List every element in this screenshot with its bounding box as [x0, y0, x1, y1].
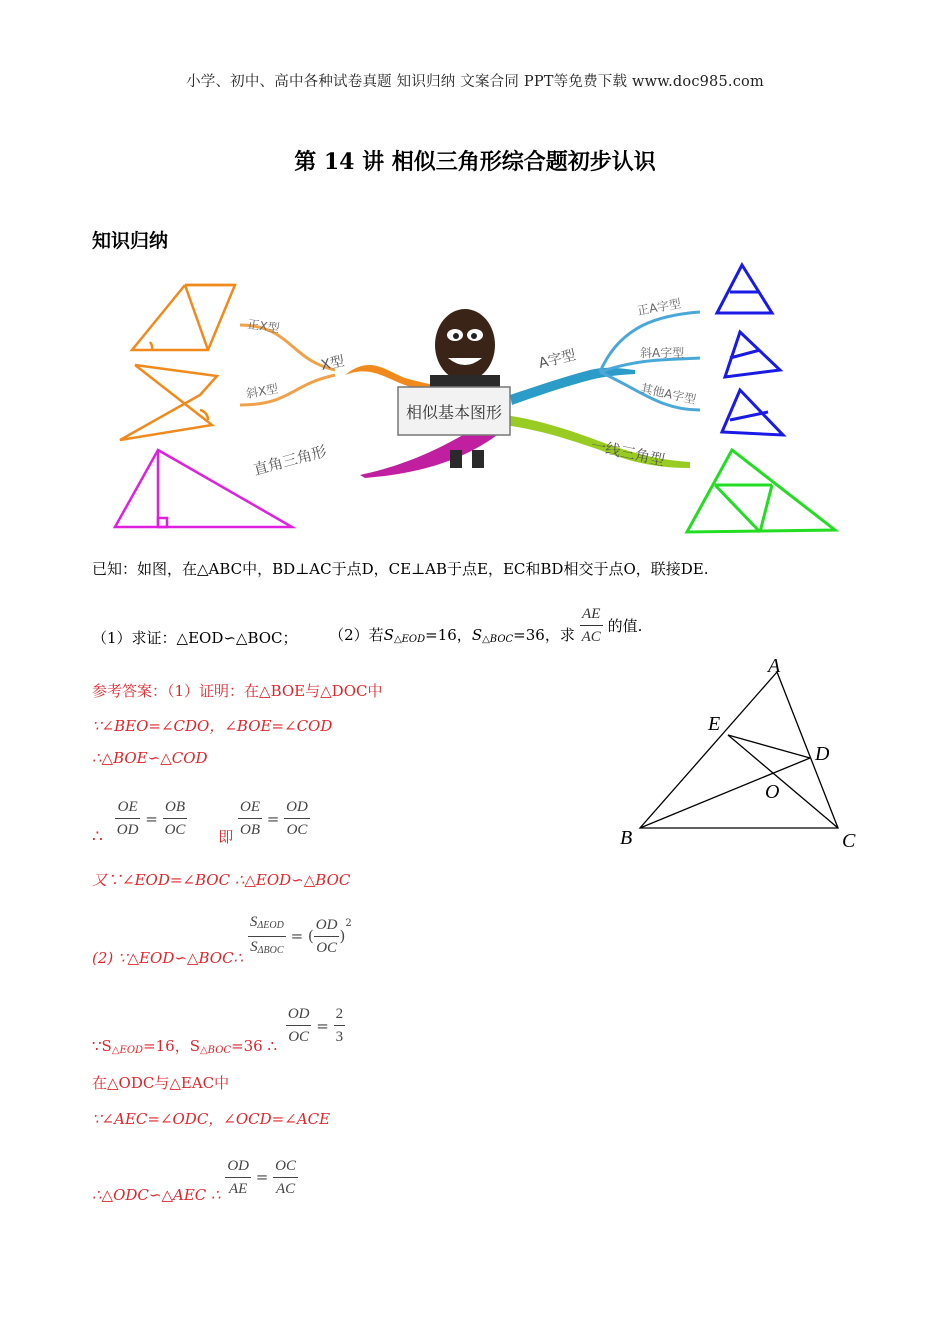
label-b: B [620, 827, 633, 849]
answer-line-1: 参考答案：（1）证明：在△BOE与△DOC中 [92, 682, 383, 700]
line-branch-label: 一线三角型 [589, 436, 667, 470]
section-heading: 知识归纳 [92, 230, 169, 252]
label-o: O [765, 781, 780, 803]
x-sub-label-2: 斜X型 [245, 381, 280, 401]
geometry-figure [610, 650, 870, 855]
problem-given: 已知：如图，在△ABC中，BD⊥AC于点D，CE⊥AB于点E，EC和BD相交于点O，联接DE. [92, 560, 709, 578]
answer-line-3: ∴△BOE∽△COD [92, 749, 208, 767]
label-e: E [708, 713, 721, 735]
page-title: 第 14 讲 相似三角形综合题初步认识 [294, 149, 656, 175]
x-sub-label-1: 正X型 [246, 317, 281, 336]
blue-a-triangle-2 [725, 332, 780, 377]
triangle-abc [640, 672, 838, 828]
answer-line-9: ∵∠AEC=∠ODC，∠OCD=∠ACE [92, 1110, 331, 1128]
a-sub-label-3: 其他A字型 [639, 381, 698, 407]
mindmap-figure [100, 250, 850, 540]
answer-line-2: ∵∠BEO=∠CDO，∠BOE=∠COD [92, 717, 333, 735]
a-sub-line-1 [600, 312, 700, 372]
answer-line-10: ∴△ODC∽△AEC ∴ $\frac{OD}{AE}$ = $\frac{OC}{AC}$ [92, 1150, 298, 1204]
a-branch [510, 368, 635, 405]
answer-line-7: $\because S_{\triangle EOD}=16$，$S_{\triangle BOC}=36$ ∴ $\frac{OD}{OC}$ = $\frac{2}{3}$ [92, 995, 345, 1056]
orange-x-figure-2 [120, 365, 217, 440]
answer-line-5: 又∵∠EOD=∠BOC ∴△EOD∽△BOC [92, 871, 351, 889]
center-label: 相似基本图形 [405, 403, 503, 422]
q2-fraction: $\frac{AE}{AC}$ [580, 603, 603, 648]
problem-q2-suffix: 的值. [607, 616, 643, 635]
answer-line-8: 在△ODC与△EAC中 [92, 1074, 230, 1092]
orange-x-figure-1 [132, 285, 235, 350]
problem-q1: （1）求证：△EOD∽△BOC； [92, 628, 298, 647]
problem-q2: （2）若$S_{\triangle EOD}=16$，$S_{\triangle BOC}=36$，求 [329, 626, 575, 645]
label-d: D [815, 743, 830, 765]
label-a: A [768, 655, 781, 677]
a-sub-label-1: 正A字型 [636, 296, 683, 318]
segment-bd [640, 758, 810, 828]
a-branch-label: A字型 [537, 347, 578, 372]
problem-questions [92, 600, 642, 651]
blue-a-triangle-3 [722, 390, 783, 435]
segment-de [728, 735, 810, 758]
answer-line-6: (2) ∵△EOD∽△BOC∴ $S_{\Delta EOD}$ $S_{\Delta BOC}$ = ( $\frac{OD}{OC}$ )$^2$ [92, 913, 352, 967]
x-branch-label: X型 [319, 353, 346, 374]
blue-a-triangle-1 [717, 265, 772, 313]
green-one-line-figure [687, 450, 835, 532]
right-branch-label: 直角三角形 [251, 442, 329, 479]
a-sub-label-2: 斜A字型 [640, 346, 685, 360]
page-header: 小学、初中、高中各种试卷真题 知识归纳 文案合同 PPT等免费下载 www.doc985.com [186, 74, 764, 90]
label-c: C [842, 830, 856, 852]
answer-line-4: ∴ $\frac{OE}{OD}$ = $\frac{OB}{OC}$ 即 $\frac{OE}{OB}$ = $\frac{OD}{OC}$ [92, 790, 310, 847]
